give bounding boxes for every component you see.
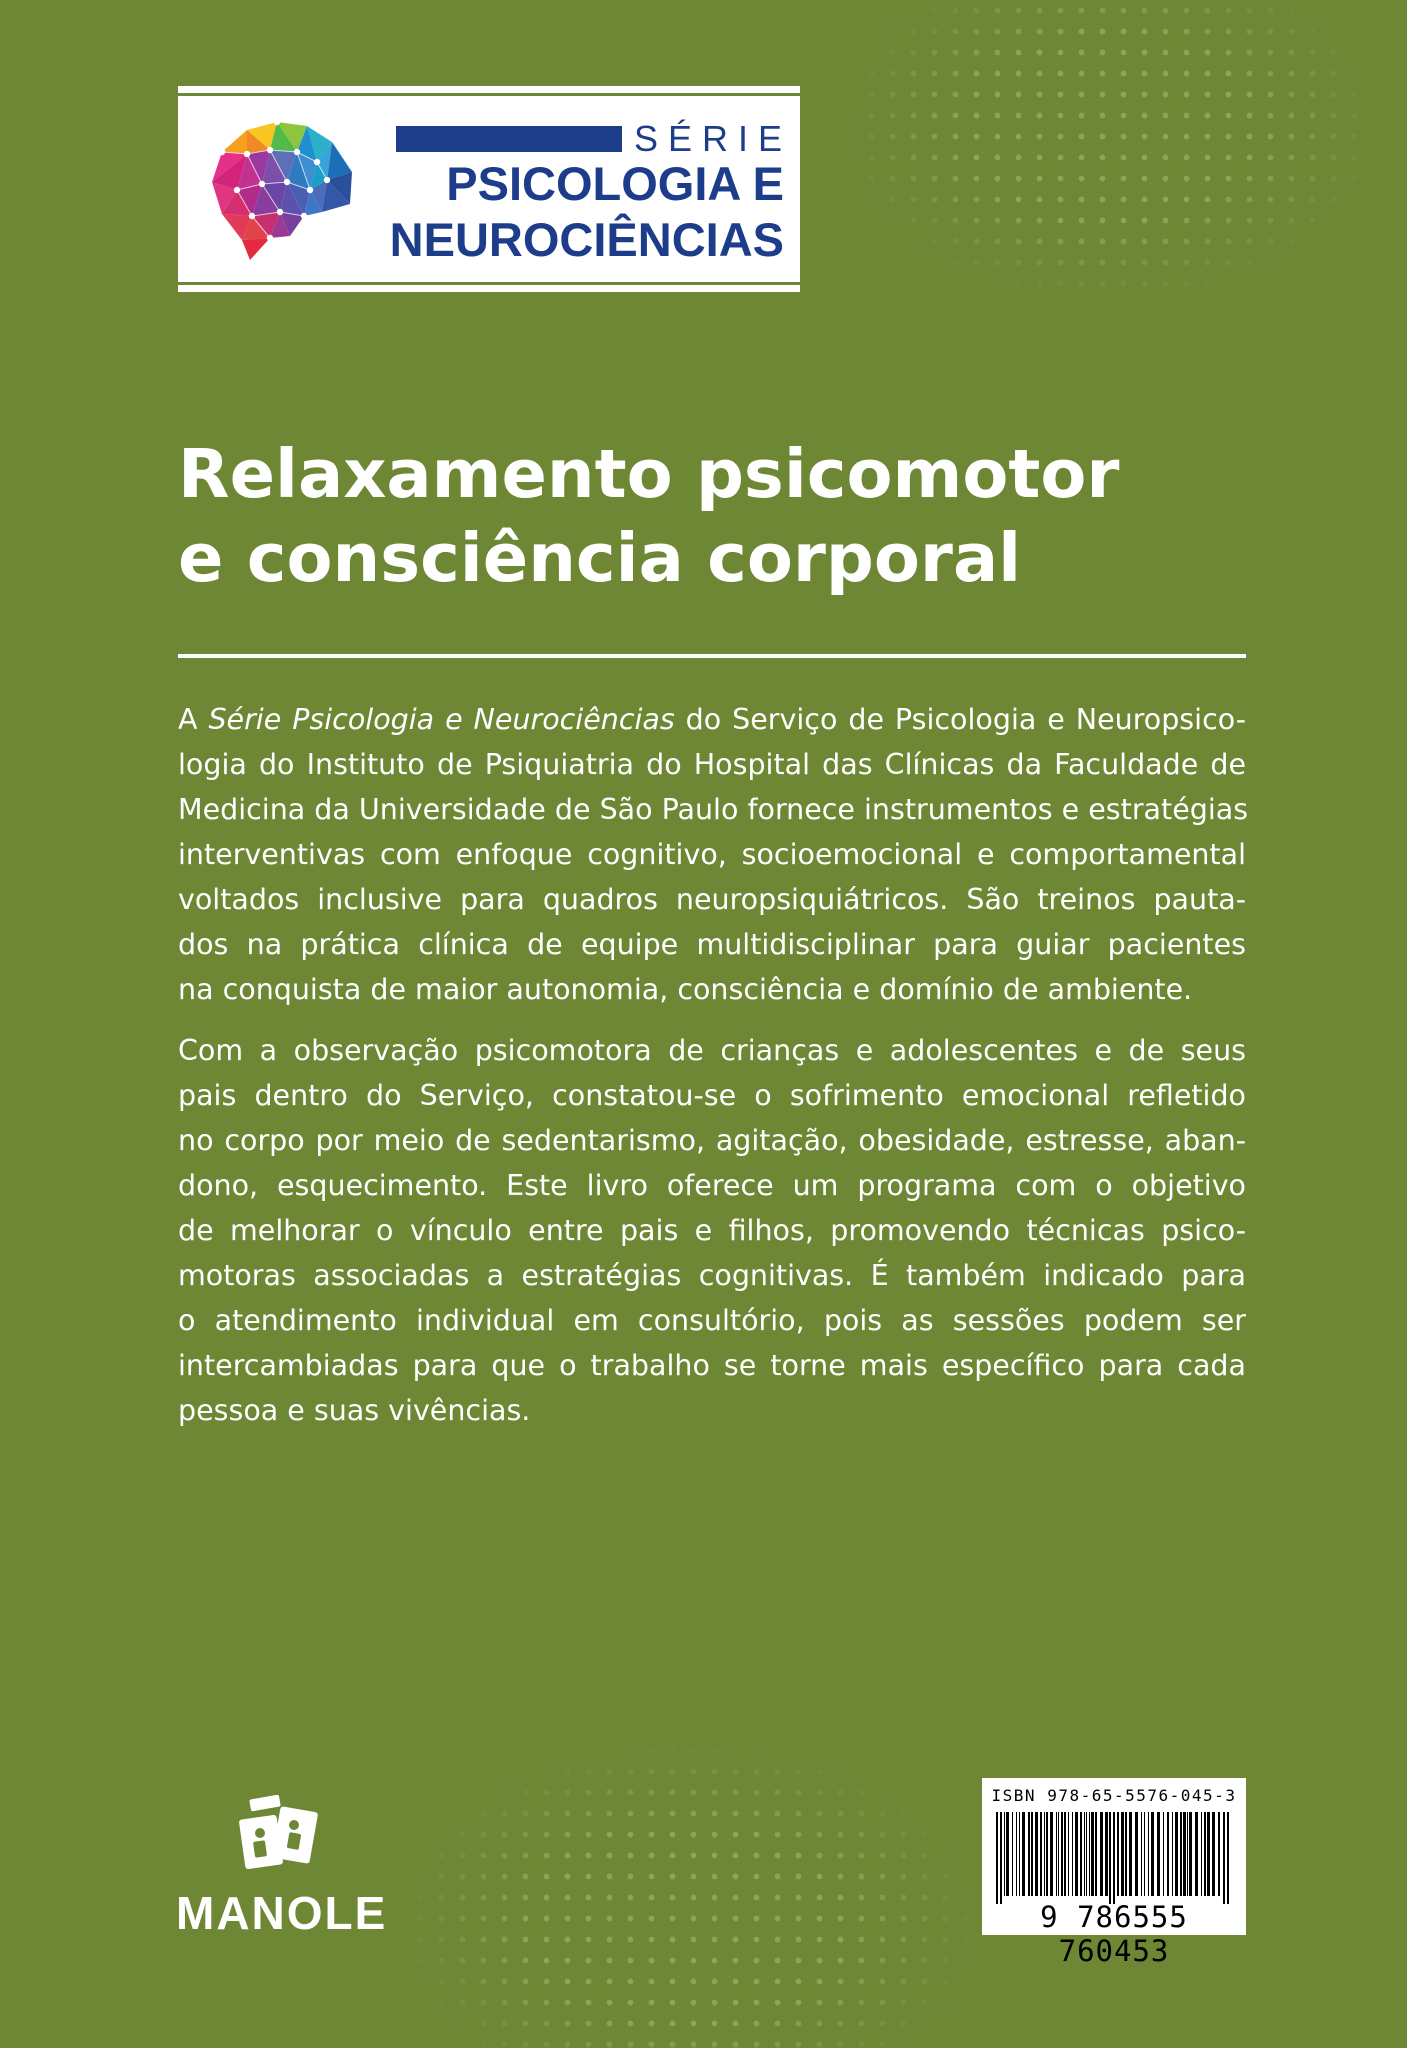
description-line: dono, esquecimento. Este livro oferece um programa com o objetivo	[178, 1169, 1246, 1202]
panel-rule-top	[178, 93, 800, 96]
title-divider	[178, 654, 1246, 658]
barcode-bar	[1044, 1812, 1045, 1896]
series-label: SÉRIE	[634, 118, 793, 159]
colorful-brain-network-icon	[192, 112, 362, 262]
barcode-bar	[1080, 1812, 1082, 1896]
barcode-bar	[1068, 1812, 1069, 1896]
description-line: motoras associadas a estratégias cognitivas. É também indicado para	[178, 1259, 1246, 1292]
description-text: A	[178, 703, 209, 736]
barcode-bar	[1227, 1812, 1229, 1904]
barcode-bar	[1031, 1812, 1033, 1896]
barcode-bar	[1113, 1812, 1115, 1904]
description-line: pessoa e suas vivências.	[178, 1394, 531, 1427]
description-line: Com a observação psicomotora de crianças e adolescentes e de seus	[178, 1034, 1246, 1067]
barcode-bar	[1000, 1812, 1002, 1904]
series-logo-panel	[178, 86, 800, 292]
description-line: logia do Instituto de Psiquiatria do Hospital das Clínicas da Faculdade de	[178, 748, 1246, 781]
barcode-bar	[1212, 1812, 1215, 1896]
barcode-bar	[1019, 1812, 1020, 1896]
barcode-bar	[1204, 1812, 1206, 1896]
description-line: interventivas com enfoque cognitivo, socioemocional e comportamental	[178, 838, 1246, 871]
barcode-bar	[1100, 1812, 1103, 1896]
decorative-dot-pattern-top	[840, 0, 1380, 320]
barcode-bar	[1064, 1812, 1066, 1896]
isbn-barcode	[982, 1778, 1246, 1968]
barcode-bar	[1105, 1812, 1108, 1896]
description-line: no corpo por meio de sedentarismo, agitação, obesidade, estresse, aban-	[178, 1124, 1246, 1157]
barcode-bar	[1141, 1812, 1142, 1896]
barcode-bar	[1163, 1812, 1164, 1896]
barcode-bar	[1195, 1812, 1198, 1896]
barcode-bar	[1180, 1812, 1182, 1896]
barcode-bar	[1157, 1812, 1160, 1896]
barcode-bar	[1061, 1812, 1063, 1896]
barcode-bar	[1072, 1812, 1073, 1896]
barcode-bar	[1218, 1812, 1220, 1896]
barcode-bar	[1035, 1812, 1038, 1896]
barcode-bar	[1089, 1812, 1090, 1896]
decorative-dot-pattern-bottom	[410, 1740, 970, 2048]
barcode-bar	[1129, 1812, 1132, 1896]
description-line: Medicina da Universidade de São Paulo fornece instrumentos e estratégias	[178, 793, 1249, 826]
isbn-label: ISBN 978-65-5576-045-3	[991, 1786, 1237, 1805]
barcode-bar	[1016, 1812, 1017, 1896]
barcode-bar	[1135, 1812, 1138, 1896]
description-line	[178, 697, 1246, 742]
barcode-bar	[1183, 1812, 1186, 1896]
publisher-name: MANOLE	[176, 1887, 388, 1939]
barcode-bar	[1028, 1812, 1030, 1896]
barcode-bar	[1046, 1812, 1048, 1896]
barcode-bar	[1012, 1812, 1013, 1896]
barcode-bar	[1109, 1812, 1111, 1904]
barcode-bar	[1167, 1812, 1169, 1896]
panel-rule-bottom	[178, 282, 800, 285]
series-name-italic: Série Psicologia e Neurociências	[208, 703, 675, 736]
description-line: de melhorar o vínculo entre pais e filhos, promovendo técnicas psico-	[178, 1214, 1246, 1247]
description-line: dos na prática clínica de equipe multidisciplinar para guiar pacientes	[178, 928, 1246, 961]
description-line: pais dentro do Serviço, constatou-se o sofrimento emocional refletido	[178, 1079, 1246, 1112]
barcode-bar	[1050, 1812, 1053, 1896]
barcode-digits: 9 786555 760453	[1040, 1900, 1188, 1968]
barcode-bar	[1172, 1812, 1173, 1896]
description-paragraph-2	[178, 1028, 1246, 1433]
barcode-bar	[1075, 1812, 1078, 1896]
barcode-bar	[1207, 1812, 1210, 1896]
barcode-bar	[1084, 1812, 1085, 1896]
barcode-bar	[1086, 1812, 1087, 1896]
barcode-bar	[1148, 1812, 1149, 1896]
barcode-bar	[1125, 1812, 1127, 1896]
barcode-bar	[1004, 1812, 1005, 1896]
barcode-bars	[994, 1812, 1234, 1904]
description-line: o atendimento individual em consultório, pois as sessões podem ser	[178, 1304, 1246, 1337]
barcode-bar	[1189, 1812, 1192, 1896]
barcode-bar	[1187, 1812, 1188, 1896]
barcode-bar	[1117, 1812, 1119, 1896]
barcode-bar	[996, 1812, 998, 1904]
barcode-bar	[1223, 1812, 1225, 1904]
barcode-bar	[1175, 1812, 1178, 1896]
barcode-bar	[1006, 1812, 1009, 1896]
barcode-bar	[1121, 1812, 1124, 1896]
barcode-bar	[1095, 1812, 1097, 1896]
manole-figures-icon	[236, 1795, 320, 1875]
barcode-bar	[1201, 1812, 1202, 1896]
barcode-bar	[1151, 1812, 1154, 1896]
barcode-bar	[1058, 1812, 1059, 1896]
book-description	[178, 697, 1249, 1433]
barcode-bar	[1040, 1812, 1042, 1896]
barcode-bar	[1144, 1812, 1145, 1896]
description-text: do Serviço de Psicologia e Neuropsico-	[674, 703, 1246, 736]
barcode-bar	[1022, 1812, 1025, 1896]
series-accent-bar	[396, 126, 622, 152]
description-paragraph-1	[178, 697, 1249, 1012]
series-name: PSICOLOGIA E NEUROCIÊNCIAS	[389, 157, 784, 266]
description-line: intercambiadas para que o trabalho se torne mais específico para cada	[178, 1349, 1246, 1382]
barcode-bar	[1091, 1812, 1094, 1896]
description-line: voltados inclusive para quadros neuropsiquiátricos. São treinos pauta-	[178, 883, 1246, 916]
description-line: na conquista de maior autonomia, consciência e domínio de ambiente.	[178, 973, 1193, 1006]
book-title: Relaxamento psicomotor e consciência corporal	[178, 435, 1120, 597]
barcode-bar	[1056, 1812, 1057, 1896]
